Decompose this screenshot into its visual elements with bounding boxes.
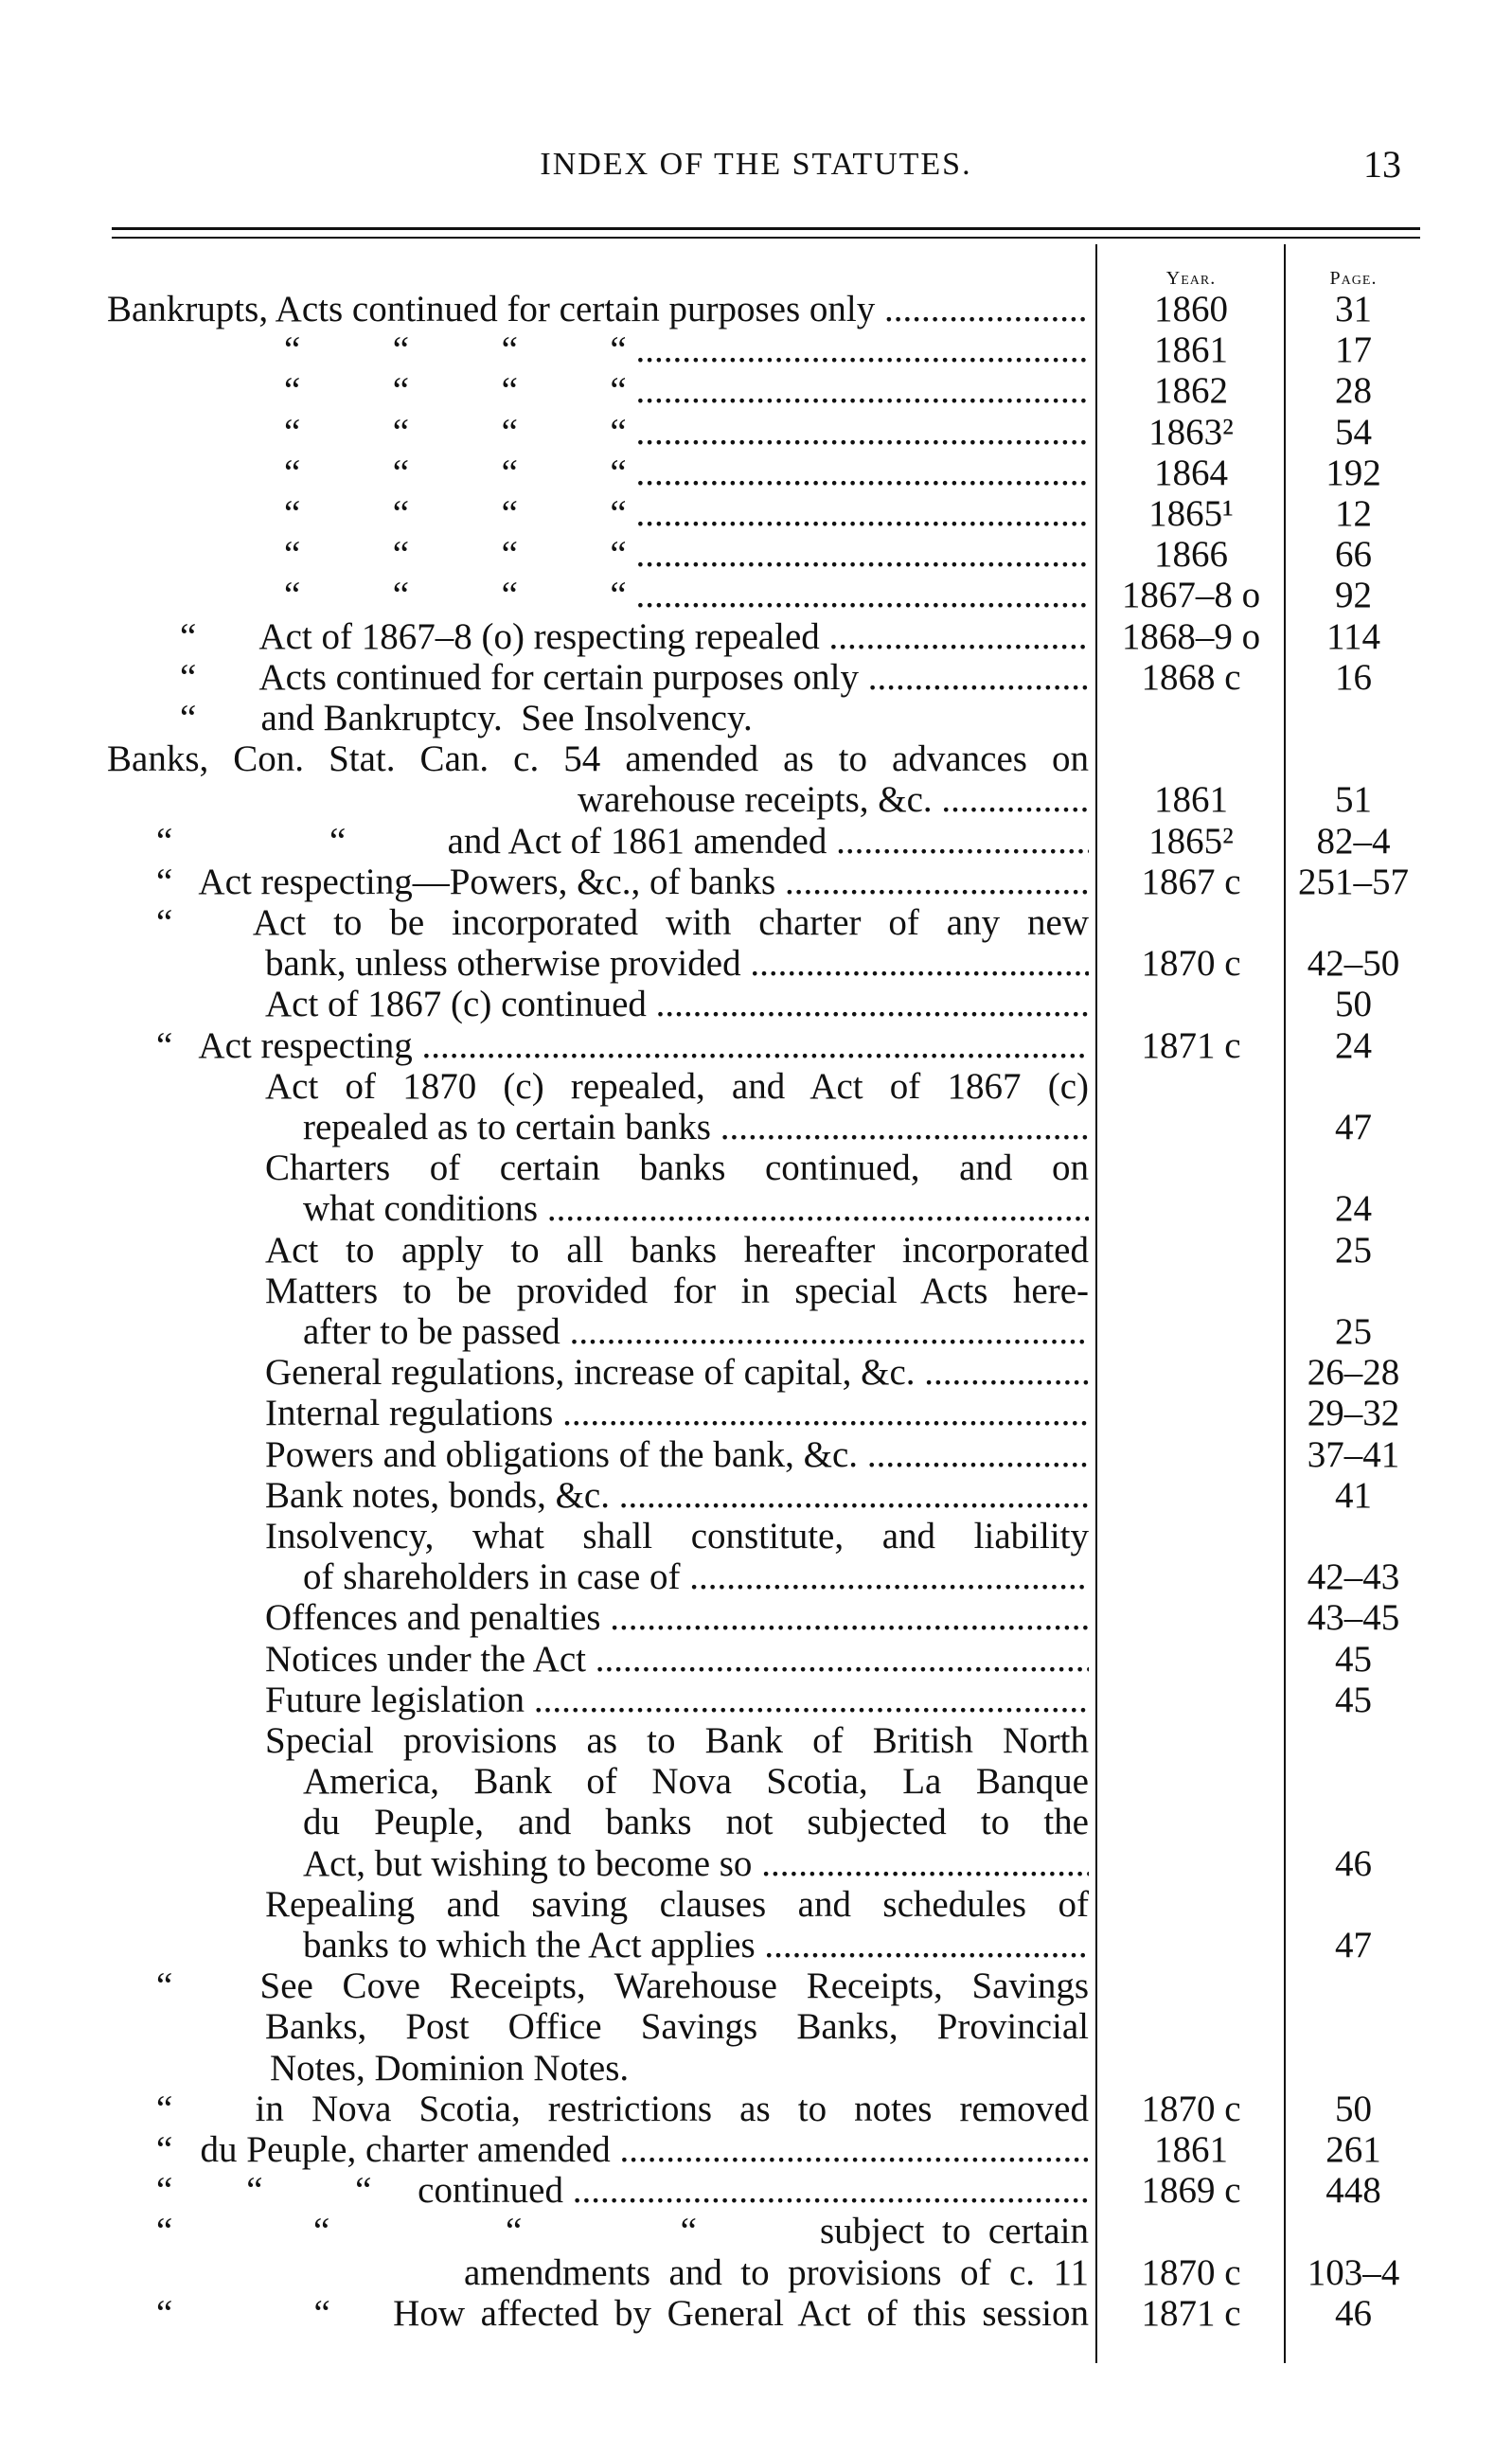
index-entry-page: 31 — [1335, 289, 1372, 329]
index-entry-year: 1867 c — [1141, 862, 1241, 902]
index-entry-text: “ Act to be incorporated with charter of any new — [156, 902, 1089, 943]
index-entry-text: warehouse receipts, &c. ..... — [578, 779, 1089, 820]
index-entry — [578, 779, 1089, 820]
index-entry-page: 25 — [1335, 1311, 1372, 1352]
index-entry — [265, 1434, 1089, 1475]
index-entry — [265, 1393, 1089, 1433]
index-entry-year: 1861 — [1154, 2129, 1228, 2170]
index-entry-text: Offences and penalties ..... — [265, 1597, 1089, 1638]
index-entry — [265, 1639, 1089, 1680]
index-entry — [180, 698, 1089, 738]
index-entry-text: Banks, Post Office Savings Banks, Provincial — [265, 2006, 1089, 2047]
index-entry — [464, 2252, 1089, 2293]
index-entry-page: 251–57 — [1298, 862, 1409, 902]
index-entry-page: 16 — [1335, 657, 1372, 698]
index-entry — [265, 2006, 1089, 2047]
index-entry — [107, 289, 1089, 329]
index-entry-text: Powers and obligations of the bank, &c. ..... — [265, 1434, 1089, 1475]
index-entry-text: of shareholders in case of ..... — [303, 1556, 1089, 1597]
index-entry — [265, 984, 1089, 1024]
index-entry-text: “ “ “ “ ..... — [284, 493, 1089, 534]
index-entry — [265, 1516, 1089, 1556]
index-entry — [270, 2048, 1089, 2089]
index-entry — [303, 1843, 1089, 1884]
index-entry — [265, 1271, 1089, 1311]
index-entry — [180, 616, 1089, 657]
index-entry-page: 45 — [1335, 1680, 1372, 1720]
index-entry-page: 261 — [1325, 2129, 1381, 2170]
index-entry-page: 46 — [1335, 1843, 1372, 1884]
index-entry-text: repealed as to certain banks ..... — [303, 1107, 1089, 1147]
index-entry-text: what conditions ..... — [303, 1188, 1089, 1229]
index-entry-year: 1864 — [1154, 453, 1228, 493]
index-entry-year: 1865² — [1148, 821, 1234, 862]
header-rule-thick — [112, 227, 1420, 230]
index-entry-text: Act of 1867 (c) continued ..... — [265, 984, 1089, 1024]
index-entry — [156, 2293, 1089, 2334]
index-entry — [303, 1107, 1089, 1147]
index-entry-text: Notes, Dominion Notes. — [270, 2048, 630, 2089]
index-entry — [303, 1925, 1089, 1965]
index-entry-text: “ and Bankruptcy. See Insolvency. — [180, 698, 753, 738]
index-entry — [107, 738, 1089, 779]
index-entry — [265, 1475, 1089, 1516]
index-entry-page: 50 — [1335, 2089, 1372, 2129]
index-entry — [284, 575, 1089, 615]
index-entry — [284, 329, 1089, 370]
index-entry-text: “ in Nova Scotia, restrictions as to notes removed — [156, 2089, 1089, 2129]
index-entry — [265, 1720, 1089, 1761]
index-entry-page: 51 — [1335, 779, 1372, 820]
index-entry — [265, 1352, 1089, 1393]
index-entry — [156, 1965, 1089, 2006]
index-entry-text: Act, but wishing to become so ..... — [303, 1843, 1089, 1884]
index-entry-text: “ See Cove Receipts, Warehouse Receipts, Savings — [156, 1965, 1089, 2006]
index-entry — [284, 412, 1089, 453]
index-entry-year: 1863² — [1148, 412, 1234, 453]
index-entry-text: “ Act respecting ..... — [156, 1025, 1089, 1066]
index-entry-page: 41 — [1335, 1475, 1372, 1516]
index-entry-text: “ du Peuple, charter amended ..... — [156, 2129, 1089, 2170]
index-entry-text: “ “ “ “ ..... — [284, 453, 1089, 493]
index-entry — [303, 1761, 1089, 1802]
index-entry — [156, 821, 1089, 862]
index-entry-year: 1871 c — [1141, 2293, 1241, 2334]
year-column-header: Year. — [1165, 268, 1217, 289]
index-entry-page: 103–4 — [1307, 2252, 1400, 2293]
index-entry-text: General regulations, increase of capital, &c. ..... — [265, 1352, 1089, 1393]
index-entry-page: 24 — [1335, 1025, 1372, 1066]
index-entry-year: 1868 c — [1141, 657, 1241, 698]
header-rule-thin — [112, 237, 1420, 239]
index-entry-text: Repealing and saving clauses and schedules of — [265, 1884, 1089, 1925]
index-entry-year: 1866 — [1154, 534, 1228, 575]
index-entry-year: 1871 c — [1141, 1025, 1241, 1066]
index-entry-text: “ Act of 1867–8 (o) respecting repealed ..... — [180, 616, 1089, 657]
index-entry — [284, 453, 1089, 493]
index-entry-text: after to be passed ..... — [303, 1311, 1089, 1352]
index-entry-page: 43–45 — [1307, 1597, 1400, 1638]
index-entry-page: 24 — [1335, 1188, 1372, 1229]
index-entry-page: 26–28 — [1307, 1352, 1400, 1393]
index-entry-page: 45 — [1335, 1639, 1372, 1680]
index-entry-year: 1862 — [1154, 370, 1228, 411]
index-entry-page: 42–43 — [1307, 1556, 1400, 1597]
index-entry-year: 1870 c — [1141, 2252, 1241, 2293]
index-entry-page: 37–41 — [1307, 1434, 1400, 1475]
index-entry-text: “ Acts continued for certain purposes only ..... — [180, 657, 1089, 698]
index-entry-text: “ “ “ “ subject to certain — [156, 2211, 1089, 2251]
index-entry-page: 448 — [1325, 2170, 1381, 2211]
index-entry-text: “ “ “ “ ..... — [284, 370, 1089, 411]
index-entry-year: 1868–9 o — [1121, 616, 1261, 657]
index-entry — [156, 2211, 1089, 2251]
index-entry-year: 1870 c — [1141, 943, 1241, 984]
index-entry-year: 1870 c — [1141, 2089, 1241, 2129]
index-entry-text: “ “ “ “ ..... — [284, 329, 1089, 370]
index-entry — [284, 493, 1089, 534]
index-entry-text: bank, unless otherwise provided ..... — [265, 943, 1089, 984]
index-entry-text: Notices under the Act ..... — [265, 1639, 1089, 1680]
running-header-title: INDEX OF THE STATUTES. — [540, 147, 972, 182]
index-entry-text: “ “ and Act of 1861 amended ..... — [156, 821, 1089, 862]
index-entry-page: 46 — [1335, 2293, 1372, 2334]
index-entry-text: America, Bank of Nova Scotia, La Banque — [303, 1761, 1089, 1802]
index-entry-page: 29–32 — [1307, 1393, 1400, 1433]
index-entry — [156, 862, 1089, 902]
index-entry-year: 1861 — [1154, 779, 1228, 820]
index-entry-text: Bankrupts, Acts continued for certain purposes only ..... — [107, 289, 1089, 329]
index-entry-text: Special provisions as to Bank of British North — [265, 1720, 1089, 1761]
column-divider-year — [1095, 244, 1097, 2363]
index-entry-text: Matters to be provided for in special Acts here- — [265, 1271, 1089, 1311]
index-entry — [156, 2129, 1089, 2170]
index-entry — [303, 1188, 1089, 1229]
index-entry — [156, 1025, 1089, 1066]
index-entry-page: 192 — [1325, 453, 1381, 493]
index-entry — [265, 1230, 1089, 1271]
index-entry — [265, 943, 1089, 984]
index-entry — [303, 1802, 1089, 1842]
index-entry-page: 54 — [1335, 412, 1372, 453]
index-entry-text: Charters of certain banks continued, and on — [265, 1147, 1089, 1188]
index-entry-text: “ “ “ “ ..... — [284, 412, 1089, 453]
index-entry-text: du Peuple, and banks not subjected to the — [303, 1802, 1089, 1842]
index-entry-text: “ “ “ “ ..... — [284, 575, 1089, 615]
index-entry-text: amendments and to provisions of c. 11 — [464, 2252, 1089, 2293]
index-entry-page: 50 — [1335, 984, 1372, 1024]
index-entry-page: 66 — [1335, 534, 1372, 575]
index-entry — [265, 1680, 1089, 1720]
index-entry-page: 17 — [1335, 329, 1372, 370]
index-entry-text: Banks, Con. Stat. Can. c. 54 amended as to advances on — [107, 738, 1089, 779]
index-entry-year: 1865¹ — [1148, 493, 1234, 534]
page-number: 13 — [1363, 143, 1401, 186]
index-entry-page: 25 — [1335, 1230, 1372, 1271]
index-entry-text: Internal regulations ..... — [265, 1393, 1089, 1433]
index-entry-page: 28 — [1335, 370, 1372, 411]
index-entry — [265, 1884, 1089, 1925]
index-entry-year: 1861 — [1154, 329, 1228, 370]
index-entry-page: 12 — [1335, 493, 1372, 534]
index-entry — [303, 1556, 1089, 1597]
index-entry — [265, 1147, 1089, 1188]
index-entry-text: Act of 1870 (c) repealed, and Act of 1867 (c) — [265, 1066, 1089, 1107]
index-entry — [284, 370, 1089, 411]
index-entry-page: 47 — [1335, 1925, 1372, 1965]
column-divider-page — [1284, 244, 1286, 2363]
index-entry — [284, 534, 1089, 575]
index-entry-text: “ Act respecting—Powers, &c., of banks ..... — [156, 862, 1089, 902]
index-entry — [303, 1311, 1089, 1352]
index-entry — [156, 902, 1089, 943]
index-entry — [156, 2089, 1089, 2129]
index-entry-page: 47 — [1335, 1107, 1372, 1147]
index-entry-text: “ “ How affected by General Act of this session — [156, 2293, 1089, 2334]
index-entry-page: 92 — [1335, 575, 1372, 615]
index-entry-page: 82–4 — [1316, 821, 1391, 862]
index-entry-page: 114 — [1325, 616, 1381, 657]
index-entry-text: Insolvency, what shall constitute, and liability — [265, 1516, 1089, 1556]
index-entry-text: Act to apply to all banks hereafter incorporated — [265, 1230, 1089, 1271]
index-entry — [156, 2170, 1089, 2211]
index-entry-year: 1869 c — [1141, 2170, 1241, 2211]
page-column-header: Page. — [1329, 268, 1378, 289]
index-entry-text: banks to which the Act applies ..... — [303, 1925, 1089, 1965]
index-entry — [265, 1597, 1089, 1638]
index-entry-year: 1860 — [1154, 289, 1228, 329]
index-entry-page: 42–50 — [1307, 943, 1400, 984]
index-entry-text: Future legislation ..... — [265, 1680, 1089, 1720]
index-entry — [265, 1066, 1089, 1107]
index-entry — [180, 657, 1089, 698]
index-entry-text: “ “ “ continued ..... — [156, 2170, 1089, 2211]
index-entry-year: 1867–8 o — [1121, 575, 1261, 615]
index-entry-text: Bank notes, bonds, &c. ..... — [265, 1475, 1089, 1516]
index-entry-text: “ “ “ “ ..... — [284, 534, 1089, 575]
